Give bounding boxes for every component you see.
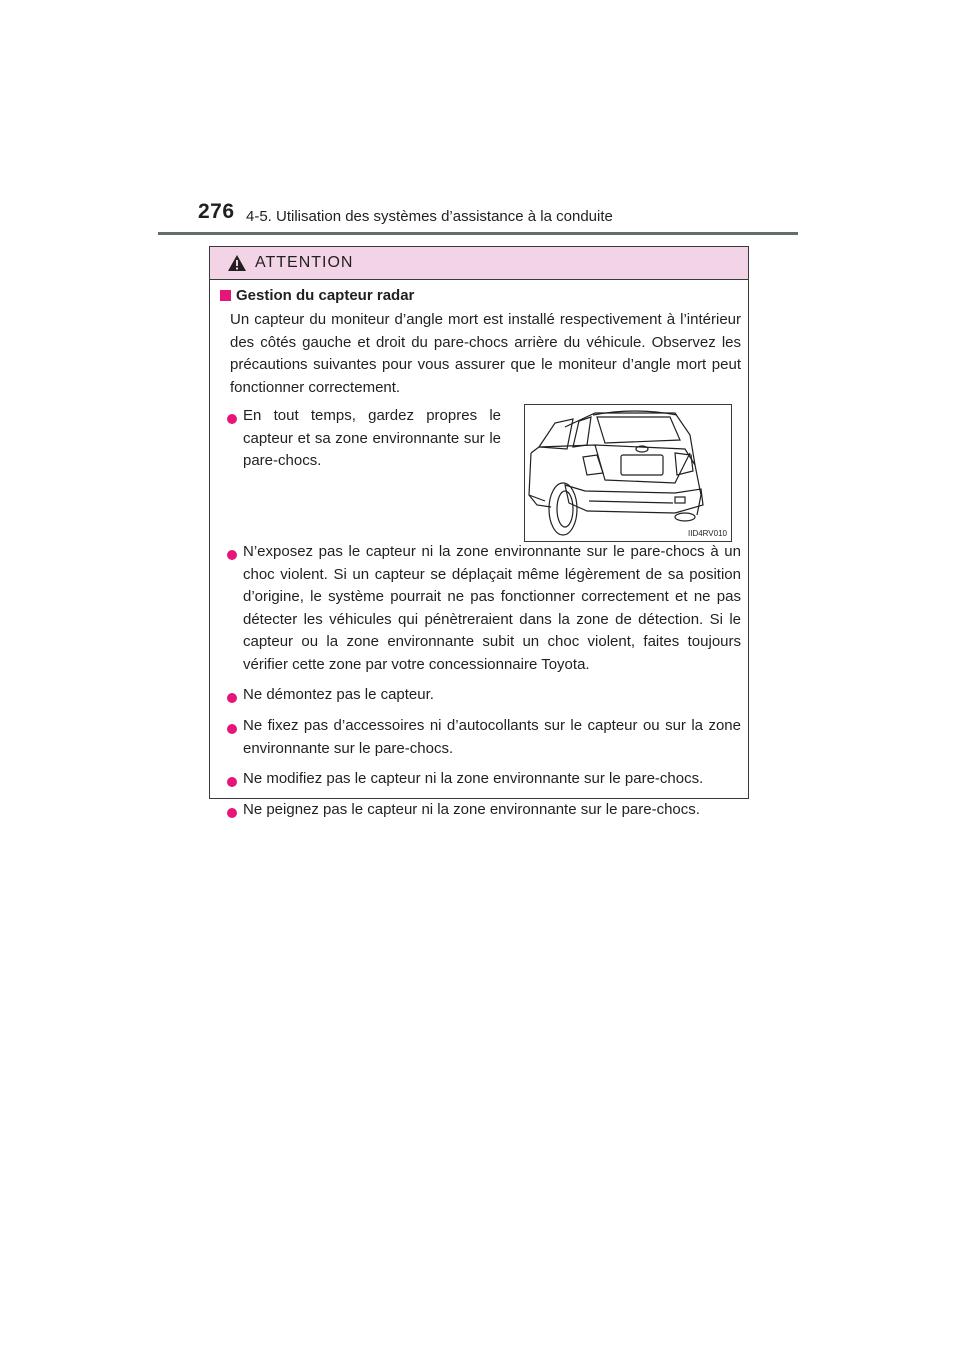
figure-code: IID4RV010 (688, 529, 727, 538)
circle-bullet-icon (227, 808, 237, 818)
warning-triangle-icon (227, 254, 247, 272)
bullet-item: Ne modifiez pas le capteur ni la zone environnante sur le pare-chocs. (243, 770, 704, 787)
circle-bullet-icon (227, 693, 237, 703)
warning-title: ATTENTION (255, 254, 354, 271)
intro-paragraph: Un capteur du moniteur d’angle mort est installé respectivement à l’intérieur des côtés gauche et droit du pare-chocs arrière du véhicule. Observez les précautions suivantes pour vous assurer que le moniteur d’angle mort peut fonctionner correctement. (230, 311, 741, 396)
header-rule (158, 232, 798, 235)
bullet-item: Ne démontez pas le capteur. (243, 686, 434, 703)
bullet-item: Ne fixez pas d’accessoires ni d’autocollants sur le capteur ou sur la zone environnante sur le pare-chocs. (243, 717, 741, 757)
section-heading (220, 287, 414, 304)
circle-bullet-icon (227, 777, 237, 787)
bullet-item: Ne peignez pas le capteur ni la zone environnante sur le pare-chocs. (243, 801, 700, 818)
circle-bullet-icon (227, 414, 237, 424)
circle-bullet-icon (227, 724, 237, 734)
section-title: 4-5. Utilisation des systèmes d’assistance à la conduite (246, 208, 613, 225)
warning-box (209, 246, 749, 818)
page-number: 276 (198, 200, 235, 223)
heading-text: Gestion du capteur radar (236, 287, 415, 304)
warning-header (210, 247, 748, 280)
circle-bullet-icon (227, 550, 237, 560)
bullet-item: En tout temps, gardez propres le capteur et sa zone environnante sur le pare-chocs. (243, 407, 501, 469)
bullet-item: N’exposez pas le capteur ni la zone environnante sur le pare-chocs à un choc violent. Si un capteur se déplaçait même légèrement de sa position d’origine, le système pourrait ne pas fonctionner correctement et ne pas détecter les véhicules qui pénètreraient dans la zone de détection. Si le capteur ou la zone environnante subit un choc violent, faites toujours vérifier cette zone par votre concessionnaire Toyota. (243, 543, 741, 673)
car-rear-illustration (524, 404, 732, 542)
square-bullet-icon (220, 290, 231, 301)
